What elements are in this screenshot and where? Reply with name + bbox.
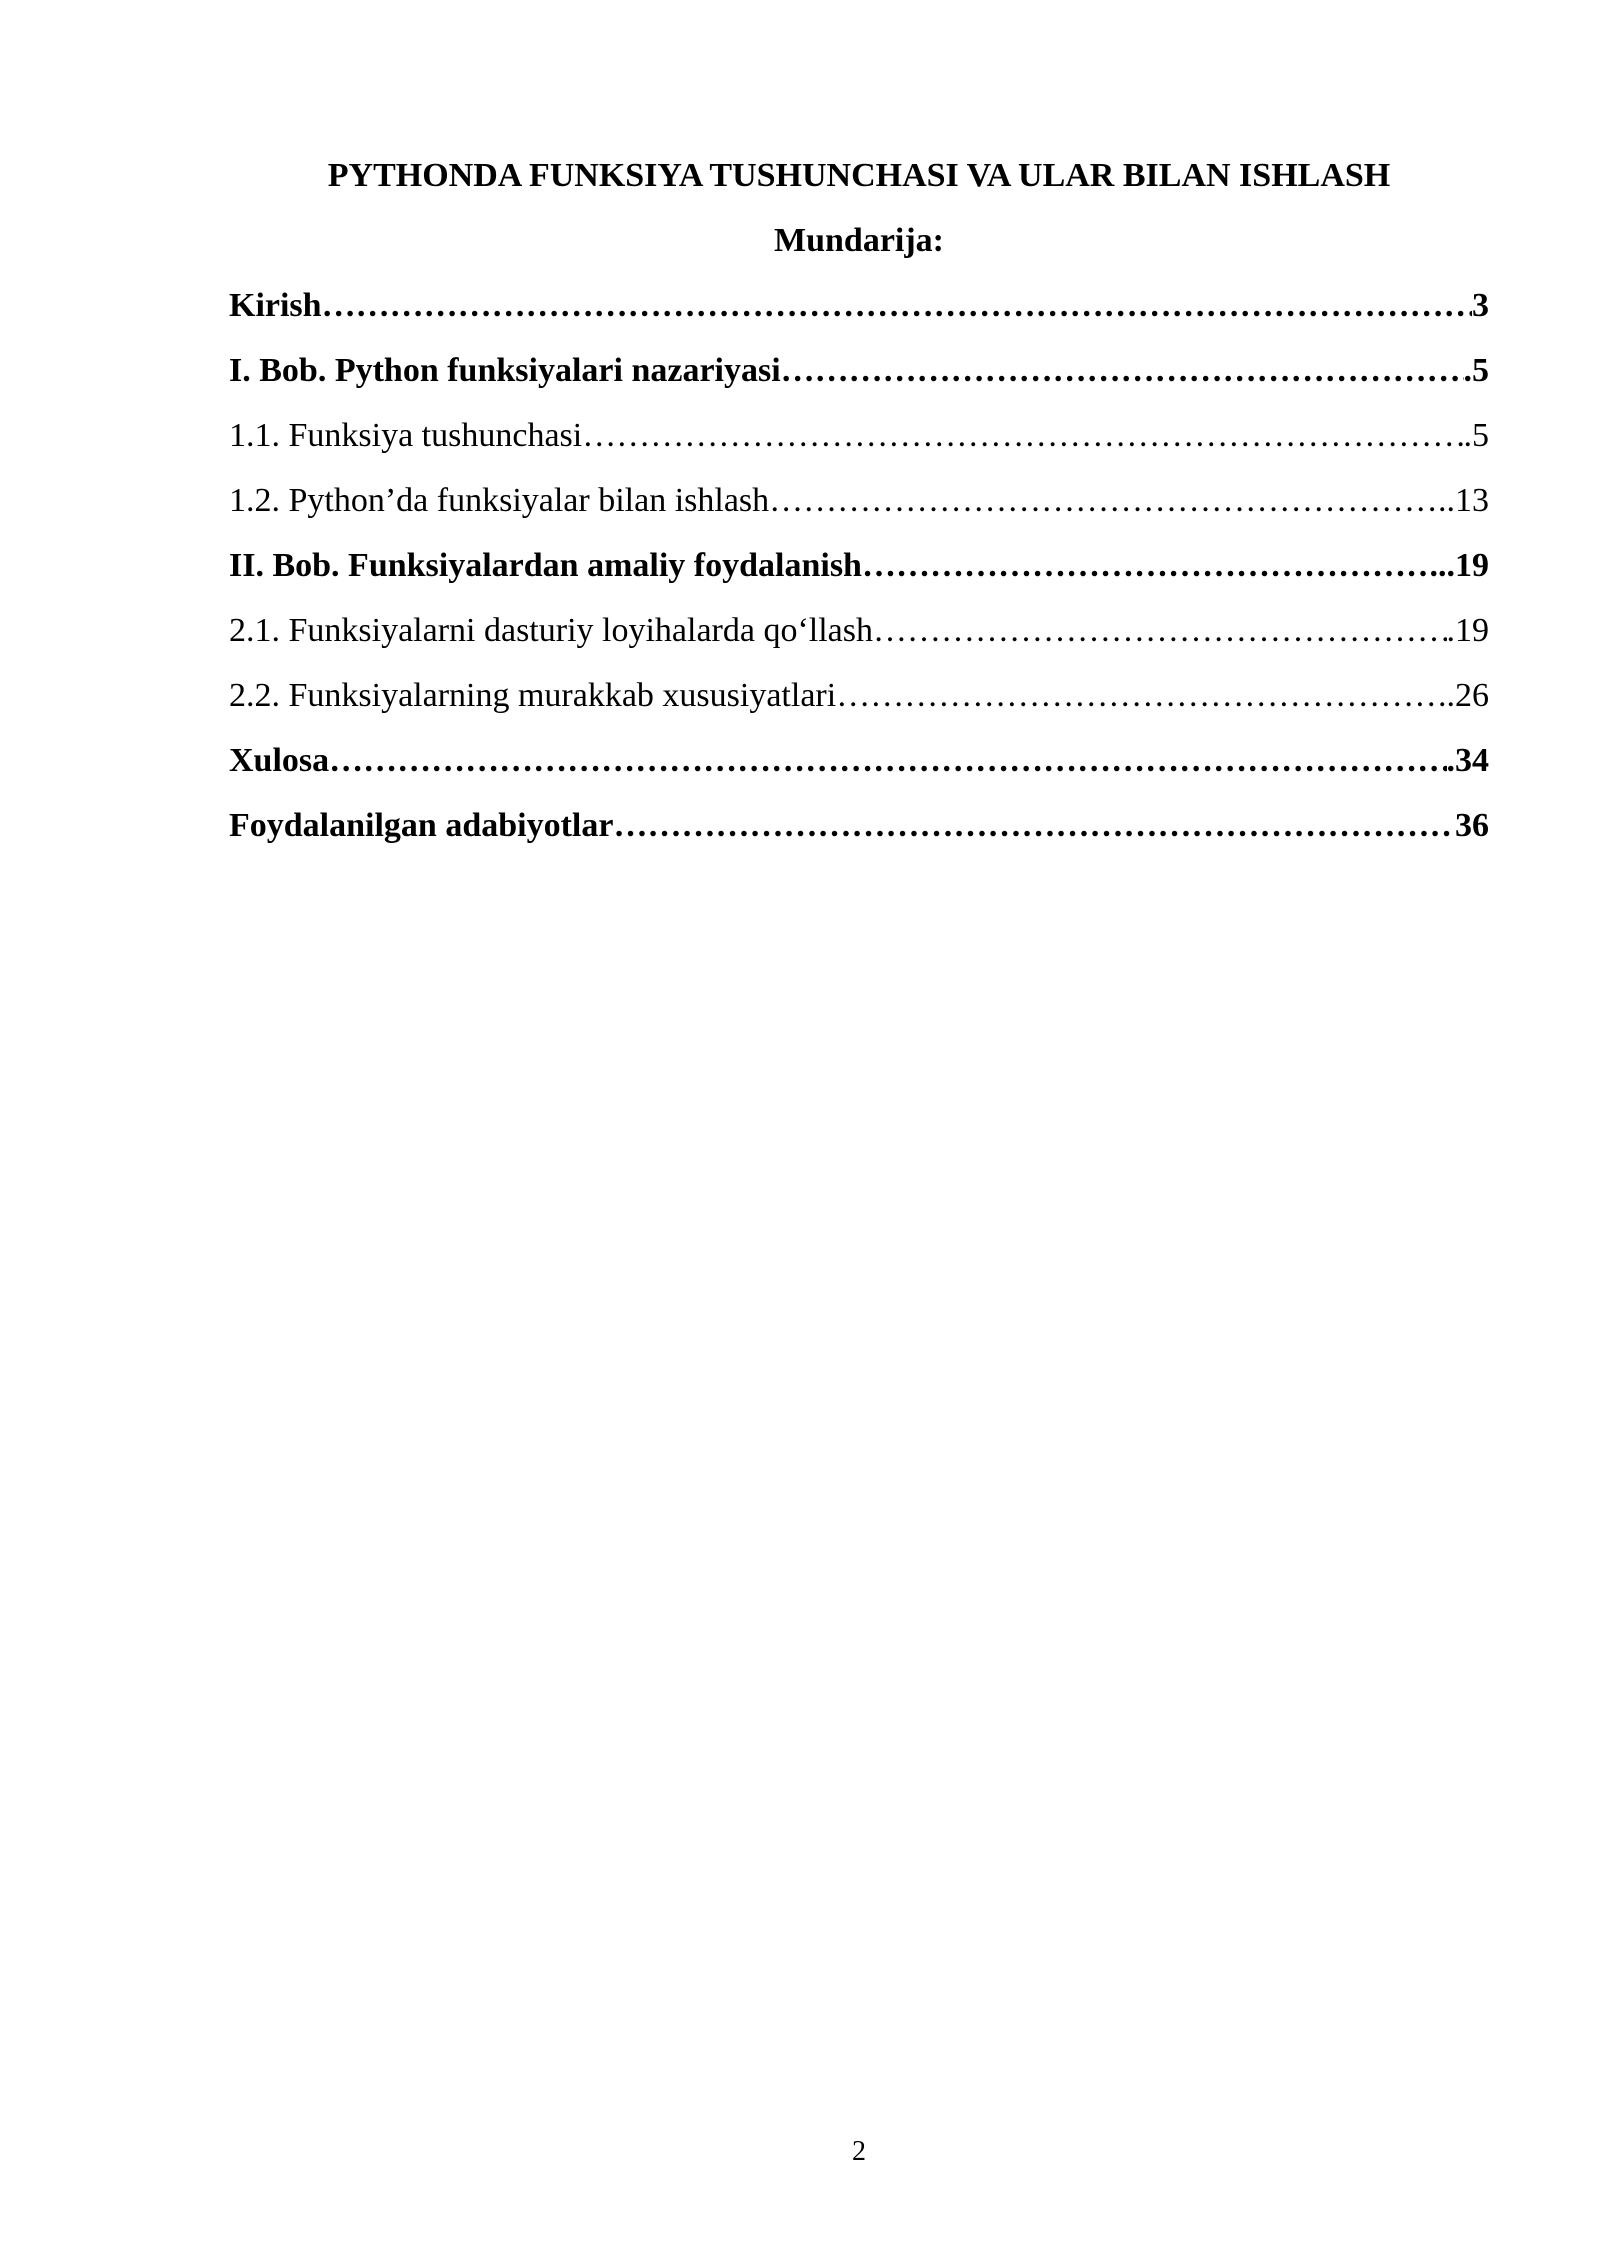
- toc-entry-label: Kirish: [229, 287, 322, 324]
- toc-dot-leader: [769, 475, 1438, 527]
- toc-entry-label: Xulosa: [229, 742, 330, 779]
- toc-entry-page: .19: [1446, 612, 1489, 649]
- document-title: PYTHONDA FUNKSIYA TUSHUNCHASI VA ULAR BILAN ISHLASH: [327, 157, 1391, 194]
- toc-entry-page: .34: [1446, 742, 1489, 779]
- toc-entry-section-2-1: [229, 605, 1489, 670]
- toc-entry-chapter-2: [229, 540, 1489, 605]
- toc-entry-page: ...19: [1429, 547, 1489, 584]
- toc-entry-xulosa: [229, 735, 1489, 800]
- toc-entry-kirish: [229, 280, 1489, 345]
- page-number: 2: [852, 2136, 866, 2167]
- table-of-contents: [229, 280, 1489, 865]
- toc-entry-page: ..13: [1438, 482, 1489, 519]
- toc-dot-leader: [329, 735, 1446, 787]
- toc-entry-page: 36: [1455, 807, 1489, 844]
- toc-entry-label: Foydalanilgan adabiyotlar: [229, 807, 614, 844]
- toc-entry-section-2-2: [229, 670, 1489, 735]
- toc-entry-page: .5: [1463, 417, 1489, 454]
- toc-entry-label: I. Bob. Python funksiyalari nazariyasi: [229, 352, 781, 389]
- toc-entry-label: 2.1. Funksiyalarni dasturiy loyihalarda qo‘llash: [229, 612, 873, 649]
- toc-entry-references: [229, 800, 1489, 865]
- toc-dot-leader: [862, 540, 1430, 592]
- toc-dot-leader: [582, 410, 1463, 462]
- toc-entry-section-1-2: [229, 475, 1489, 540]
- toc-dot-leader: [613, 800, 1455, 852]
- toc-entry-page: .5: [1463, 352, 1489, 389]
- toc-dot-leader: [836, 670, 1438, 722]
- toc-heading: Mundarija:: [774, 222, 944, 259]
- toc-entry-page: 3: [1472, 287, 1489, 324]
- toc-entry-label: 1.2. Python’da funksiyalar bilan ishlash: [229, 482, 770, 519]
- toc-entry-label: II. Bob. Funksiyalardan amaliy foydalanish: [229, 547, 862, 584]
- toc-dot-leader: [322, 280, 1472, 332]
- toc-dot-leader: [873, 605, 1447, 657]
- toc-entry-label: 1.1. Funksiya tushunchasi: [229, 417, 583, 454]
- toc-entry-section-1-1: [229, 410, 1489, 475]
- toc-dot-leader: [781, 345, 1464, 397]
- toc-entry-label: 2.2. Funksiyalarning murakkab xususiyatlari: [229, 677, 837, 714]
- toc-entry-chapter-1: [229, 345, 1489, 410]
- toc-entry-page: ..26: [1438, 677, 1489, 714]
